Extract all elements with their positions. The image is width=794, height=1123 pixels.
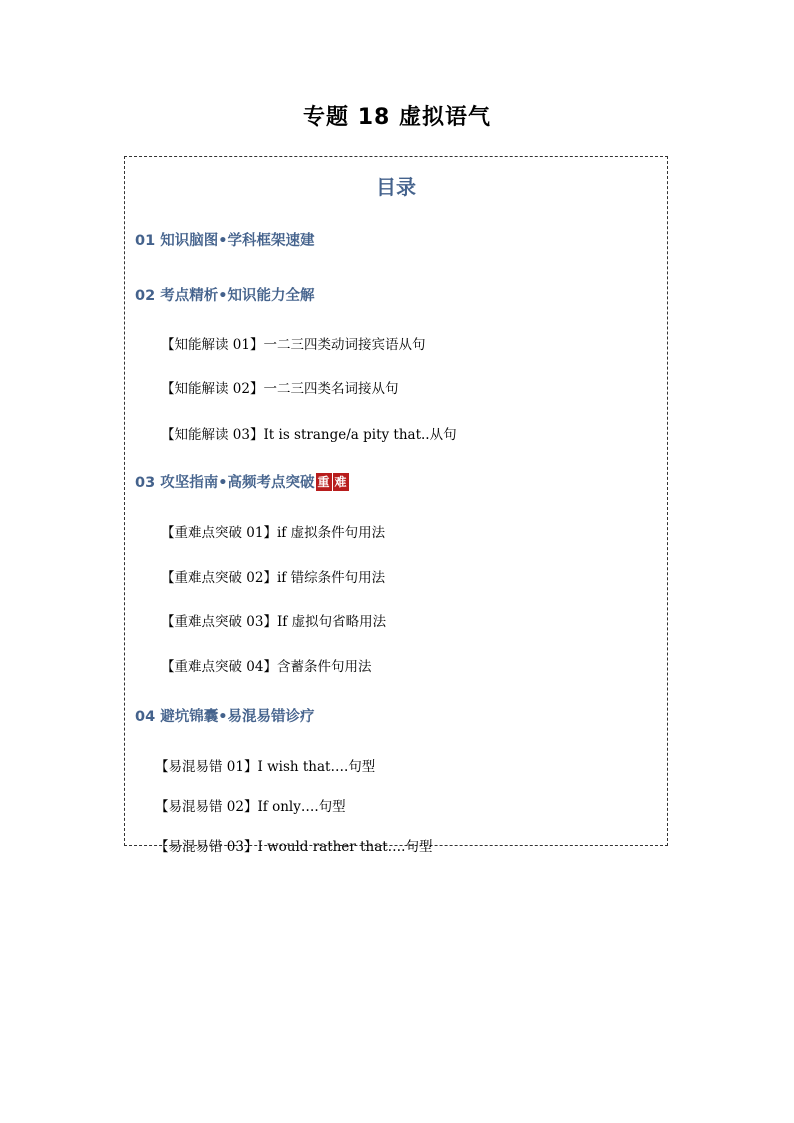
toc-item-02-02[interactable]: 【知能解读 02】一二三四类名词接从句 (161, 381, 399, 397)
table-of-contents (124, 156, 668, 855)
toc-item-03-01[interactable]: 【重难点突破 01】if 虚拟条件句用法 (161, 525, 386, 541)
difficulty-badge-key: 重 (317, 475, 330, 489)
toc-item-04-01[interactable]: 【易混易错 01】I wish that….句型 (155, 759, 376, 775)
toc-section-02[interactable]: 02 考点精析•知识能力全解 (135, 288, 315, 304)
toc-item-04-02[interactable]: 【易混易错 02】If only….句型 (155, 799, 346, 815)
toc-item-04-03[interactable]: 【易混易错 03】I would rather that….句型 (155, 839, 433, 855)
document-title: 专题 18 虚拟语气 (303, 105, 491, 130)
toc-item-03-03[interactable]: 【重难点突破 03】If 虚拟句省略用法 (161, 614, 387, 630)
toc-section-03-label: 03 攻坚指南•高频考点突破 (135, 475, 315, 491)
toc-item-02-03[interactable]: 【知能解读 03】It is strange/a pity that..从句 (161, 427, 457, 443)
toc-item-03-04[interactable]: 【重难点突破 04】含蓄条件句用法 (161, 659, 372, 675)
toc-item-02-01[interactable]: 【知能解读 01】一二三四类动词接宾语从句 (161, 337, 426, 353)
toc-section-04[interactable]: 04 避坑锦囊•易混易错诊疗 (135, 709, 315, 725)
toc-heading: 目录 (376, 175, 416, 199)
toc-item-03-02[interactable]: 【重难点突破 02】if 错综条件句用法 (161, 570, 386, 586)
difficulty-badge-hard: 难 (334, 475, 347, 489)
toc-section-03[interactable] (135, 471, 349, 492)
toc-section-01[interactable]: 01 知识脑图•学科框架速建 (135, 233, 315, 249)
